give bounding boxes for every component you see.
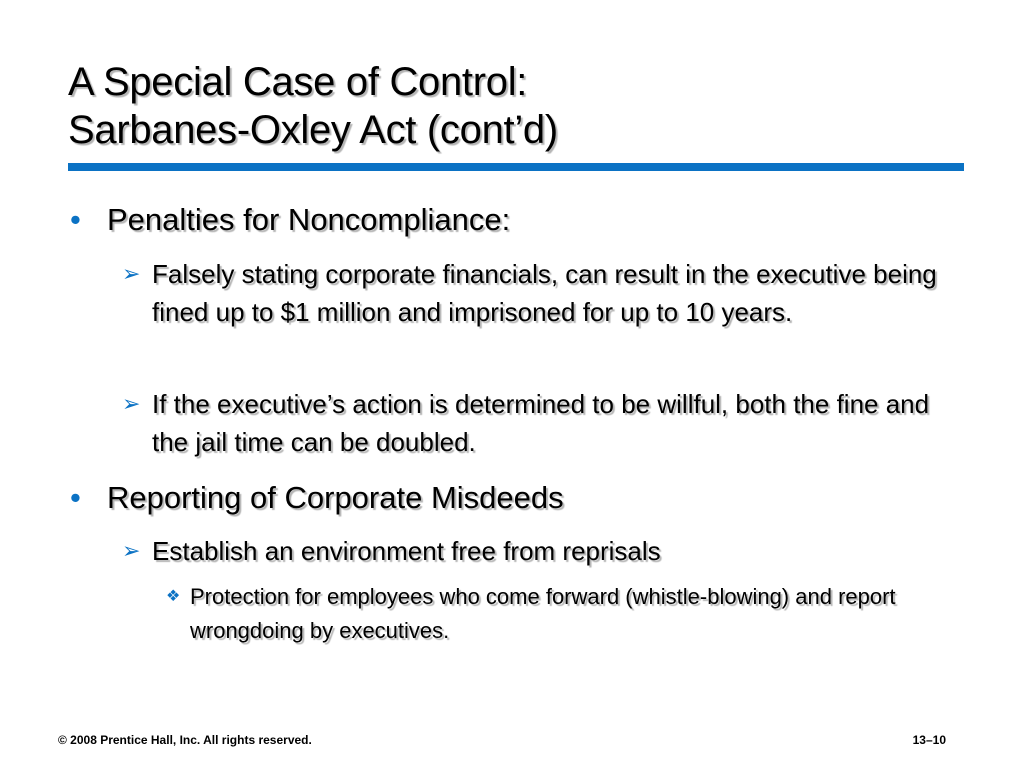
page-number: 13–10 [912, 733, 946, 747]
sub-sub-bullet-protection [166, 580, 906, 648]
sub-bullet-falsely-stating [122, 255, 952, 331]
slide-title-line-1: A Special Case of Control: [68, 60, 528, 104]
slide-title-line-2: Sarbanes-Oxley Act (cont’d) [68, 108, 558, 152]
sub-sub-bullet-protection-text: Protection for employees who come forward (whistle-blowing) and report wrongdoing by executives. [190, 584, 896, 643]
sub-bullet-willful-action-text: If the executive’s action is determined to be willful, both the fine and the jail time can be doubled. [152, 389, 930, 457]
bullet-reporting-text: Reporting of Corporate Misdeeds [107, 480, 564, 515]
sub-bullet-environment [122, 532, 952, 570]
diamond-bullet-icon: ❖ [166, 588, 181, 605]
sub-bullet-falsely-stating-text: Falsely stating corporate financials, can result in the executive being fined up to $1 million and imprisoned for up to 10 years. [152, 259, 937, 327]
arrow-bullet-icon: ➢ [122, 391, 141, 416]
copyright-footer: © 2008 Prentice Hall, Inc. All rights reserved. [58, 733, 312, 747]
sub-bullet-environment-text: Establish an environment free from reprisals [152, 536, 661, 566]
arrow-bullet-icon: ➢ [122, 261, 141, 286]
arrow-bullet-icon: ➢ [122, 538, 141, 563]
bullet-dot-icon: • [70, 202, 81, 237]
bullet-penalties-text: Penalties for Noncompliance: [107, 202, 511, 237]
bullet-dot-icon: • [70, 480, 81, 515]
sub-bullet-willful-action [122, 385, 952, 461]
